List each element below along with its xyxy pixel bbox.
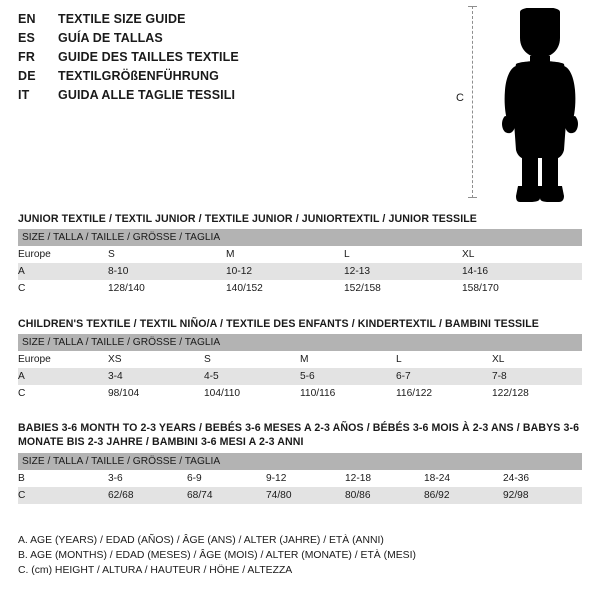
table-row bbox=[18, 487, 582, 504]
table-row bbox=[18, 470, 582, 487]
table-header-label: SIZE / TALLA / TAILLE / GRÖSSE / TAGLIA bbox=[18, 229, 582, 246]
row-label: A bbox=[18, 263, 108, 280]
row-label: Europe bbox=[18, 246, 108, 263]
language-code: ES bbox=[18, 31, 36, 45]
row-label: C bbox=[18, 487, 108, 504]
section-title: JUNIOR TEXTILE / TEXTIL JUNIOR / TEXTILE JUNIOR / JUNIORTEXTIL / JUNIOR TESSILE bbox=[18, 213, 477, 225]
language-row bbox=[18, 69, 438, 88]
cell: 74/80 bbox=[266, 487, 345, 504]
height-guide-cap-bottom bbox=[468, 197, 477, 198]
cell: 62/68 bbox=[108, 487, 187, 504]
table-row bbox=[18, 368, 582, 385]
language-row bbox=[18, 50, 438, 69]
cell: 86/92 bbox=[424, 487, 503, 504]
cell: 116/122 bbox=[396, 385, 492, 402]
junior-size-table bbox=[18, 229, 582, 297]
table-header-row bbox=[18, 453, 582, 470]
cell: 8-10 bbox=[108, 263, 226, 280]
cell: 12-13 bbox=[344, 263, 462, 280]
section-children bbox=[18, 318, 582, 402]
row-label: Europe bbox=[18, 351, 108, 368]
table-row bbox=[18, 351, 582, 368]
language-title: GUÍA DE TALLAS bbox=[58, 31, 163, 45]
cell: 110/116 bbox=[300, 385, 396, 402]
legend-line-a: A. AGE (YEARS) / EDAD (AÑOS) / ÂGE (ANS) / ALTER (JAHRE) / ETÀ (ANNI) bbox=[18, 535, 384, 546]
cell: 158/170 bbox=[462, 280, 582, 297]
cell: 6-9 bbox=[187, 470, 266, 487]
cell: M bbox=[226, 246, 344, 263]
language-code: EN bbox=[18, 12, 36, 26]
cell: 18-24 bbox=[424, 470, 503, 487]
row-label: C bbox=[18, 385, 108, 402]
cell: 152/158 bbox=[344, 280, 462, 297]
table-header-label: SIZE / TALLA / TAILLE / GRÖSSE / TAGLIA bbox=[18, 453, 582, 470]
cell: 5-6 bbox=[300, 368, 396, 385]
babies-size-table bbox=[18, 453, 582, 504]
language-code: IT bbox=[18, 88, 30, 102]
language-title: GUIDA ALLE TAGLIE TESSILI bbox=[58, 88, 236, 102]
table-header-row bbox=[18, 334, 582, 351]
language-title: GUIDE DES TAILLES TEXTILE bbox=[58, 50, 239, 64]
section-title: CHILDREN'S TEXTILE / TEXTIL NIÑO/A / TEXTILE DES ENFANTS / KINDERTEXTIL / BAMBINI TESSILE bbox=[18, 318, 539, 330]
cell: XL bbox=[462, 246, 582, 263]
language-row bbox=[18, 31, 438, 50]
row-label: A bbox=[18, 368, 108, 385]
cell: 24-36 bbox=[503, 470, 582, 487]
language-title: TEXTILE SIZE GUIDE bbox=[58, 12, 186, 26]
language-row bbox=[18, 88, 438, 107]
language-title-block bbox=[18, 12, 438, 107]
row-label: B bbox=[18, 470, 108, 487]
legend-block bbox=[18, 533, 582, 578]
measurement-figure bbox=[440, 6, 595, 206]
table-header-label: SIZE / TALLA / TAILLE / GRÖSSE / TAGLIA bbox=[18, 334, 582, 351]
cell: 14-16 bbox=[462, 263, 582, 280]
cell: S bbox=[108, 246, 226, 263]
cell: 10-12 bbox=[226, 263, 344, 280]
table-row bbox=[18, 263, 582, 280]
cell: 3-4 bbox=[108, 368, 204, 385]
language-code: FR bbox=[18, 50, 36, 64]
height-measure-label: C bbox=[456, 92, 464, 104]
cell: 104/110 bbox=[204, 385, 300, 402]
table-row bbox=[18, 246, 582, 263]
cell: 68/74 bbox=[187, 487, 266, 504]
row-label: C bbox=[18, 280, 108, 297]
cell: 3-6 bbox=[108, 470, 187, 487]
cell: 12-18 bbox=[345, 470, 424, 487]
cell: XL bbox=[492, 351, 582, 368]
cell: 128/140 bbox=[108, 280, 226, 297]
section-junior bbox=[18, 213, 582, 297]
table-row bbox=[18, 385, 582, 402]
cell: 4-5 bbox=[204, 368, 300, 385]
height-guide-line bbox=[472, 6, 473, 198]
cell: XS bbox=[108, 351, 204, 368]
height-guide-cap-top bbox=[468, 6, 477, 7]
cell: L bbox=[344, 246, 462, 263]
section-title: BABIES 3-6 MONTH TO 2-3 YEARS / BEBÉS 3-6 MESES A 2-3 AÑOS / BÉBÉS 3-6 MOIS À 2-3 ANS / BABYS 3-6 MONATE BIS 2-3 JAHRE / BAMBINI 3-6 MESI A 2-3 ANNI bbox=[18, 422, 580, 448]
table-header-row bbox=[18, 229, 582, 246]
cell: 140/152 bbox=[226, 280, 344, 297]
cell: L bbox=[396, 351, 492, 368]
table-row bbox=[18, 280, 582, 297]
cell: 6-7 bbox=[396, 368, 492, 385]
cell: 122/128 bbox=[492, 385, 582, 402]
cell: 9-12 bbox=[266, 470, 345, 487]
legend-line-b: B. AGE (MONTHS) / EDAD (MESES) / ÂGE (MOIS) / ALTER (MONATE) / ETÀ (MESI) bbox=[18, 550, 416, 561]
children-size-table bbox=[18, 334, 582, 402]
cell: 80/86 bbox=[345, 487, 424, 504]
cell: S bbox=[204, 351, 300, 368]
cell: 7-8 bbox=[492, 368, 582, 385]
cell: M bbox=[300, 351, 396, 368]
language-title: TEXTILGRÖßENFÜHRUNG bbox=[58, 69, 219, 83]
cell: 92/98 bbox=[503, 487, 582, 504]
language-row bbox=[18, 12, 438, 31]
language-code: DE bbox=[18, 69, 36, 83]
section-babies bbox=[18, 421, 582, 504]
child-silhouette-icon bbox=[486, 8, 594, 204]
cell: 98/104 bbox=[108, 385, 204, 402]
legend-line-c: C. (cm) HEIGHT / ALTURA / HAUTEUR / HÖHE / ALTEZZA bbox=[18, 565, 293, 576]
